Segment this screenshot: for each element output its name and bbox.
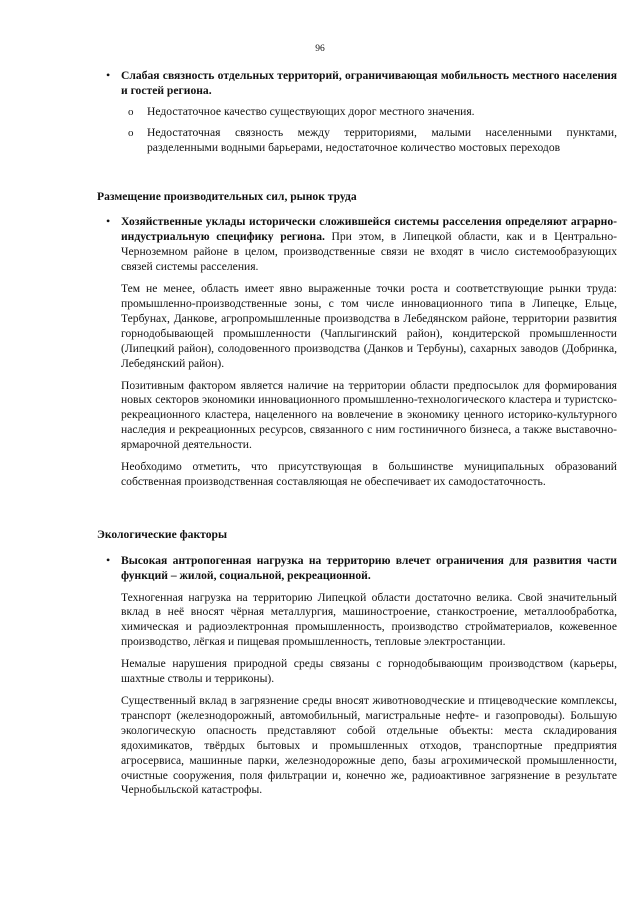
page-number: 96: [315, 44, 325, 54]
paragraph: Тем не менее, область имеет явно выраженные точки роста и соответствующие рынки труда: промышленно-производственные зоны, с том числе инновационного типа в Липецке, Ельце, Тербунах, Данкове, агропромышленные производства в Лебедянском районе, территории развития горнодобывающей промышленности (Чаплыгинский район), кондитерской промышленности (Липецкий район), солодовенного производства (Данков и Тербуны), сахарных заводов (Добринка, Лебедянский район).: [121, 282, 617, 370]
bullet-glyph: •: [106, 214, 111, 229]
section-heading: Размещение производительных сил, рынок труда: [97, 189, 357, 203]
paragraph: Немалые нарушения природной среды связаны с горнодобывающим производством (карьеры, шахтные стволы и терриконы).: [121, 657, 617, 686]
bullet-bold-text: Высокая антропогенная нагрузка на территорию влечет ограничения для развития части функций – жилой, социальной, рекреационной.: [121, 553, 617, 582]
page-content: [97, 69, 617, 798]
bullet-item: [97, 215, 617, 275]
paragraph: Техногенная нагрузка на территорию Липецкой области достаточно велика. Свой значительный вклад в неё вносят чёрная металлургия, машиностроение, станкостроение, металлообработка, химическая и радиоэлектронная промышленность, производство стройматериалов, кожевенное производство, лёгкая и пищевая промышленность, тепловые электростанции.: [121, 590, 617, 649]
bullet-item: [97, 554, 617, 584]
bullet-item: [97, 69, 617, 99]
paragraph: Позитивным фактором является наличие на территории области предпосылок для формирования новых секторов экономики инновационного промышленно-технологического кластера и туристско-рекреационного кластера, нацеленного на вовлечение в экономику ценного историко-культурного наследия и рекреационных ресурсов, связанного с ним гостиничного бизнеса, а также выставочно-ярмарочной деятельности.: [121, 378, 617, 452]
sub-bullet-glyph: o: [128, 105, 134, 118]
sub-list-item: [97, 126, 617, 156]
bullet-glyph: •: [106, 552, 111, 567]
section-heading: Экологические факторы: [97, 527, 227, 541]
bullet-bold-text: Хозяйственные уклады исторически сложившейся системы расселения определяют аграрно-индустриальную специфику региона.: [121, 215, 617, 244]
bullet-glyph: •: [106, 68, 111, 82]
sub-item-text: Недостаточная связность между территориями, малыми населенными пунктами, разделенными водными барьерами, недостаточное количество мостовых переходов: [147, 125, 617, 154]
bullet-bold-text: Слабая связность отдельных территорий, ограничивающая мобильность местного населения и гостей региона.: [121, 69, 617, 97]
sub-list-item: [97, 105, 617, 120]
bullet-text: При этом, в Липецкой области, как и в Центрально-Черноземном районе в целом, производственные связи не входят в число системообразующих связей системы расселения.: [121, 230, 618, 274]
paragraph: Существенный вклад в загрязнение среды вносят животноводческие и птицеводческие комплексы, транспорт (железнодорожный, автомобильный, магистральные нефте- и газопроводы). Большую экологическую опасность представляют собой отдельные объекты: места складирования ядохимикатов, твёрдых бытовых и промышленных отходов, транспортные предприятия агросервиса, машинные парки, железнодорожные депо, базы агрохимической промышленности, очистные сооружения, поля фильтрации и, конечно же, радиоактивное загрязнение в результате Чернобыльской катастрофы.: [121, 694, 617, 797]
paragraph: Необходимо отметить, что присутствующая в большинстве муниципальных образований собственная производственная составляющая не обеспечивает их самодостаточность.: [121, 460, 617, 488]
sub-bullet-glyph: o: [128, 126, 134, 139]
sub-item-text: Недостаточное качество существующих дорог местного значения.: [147, 104, 475, 118]
